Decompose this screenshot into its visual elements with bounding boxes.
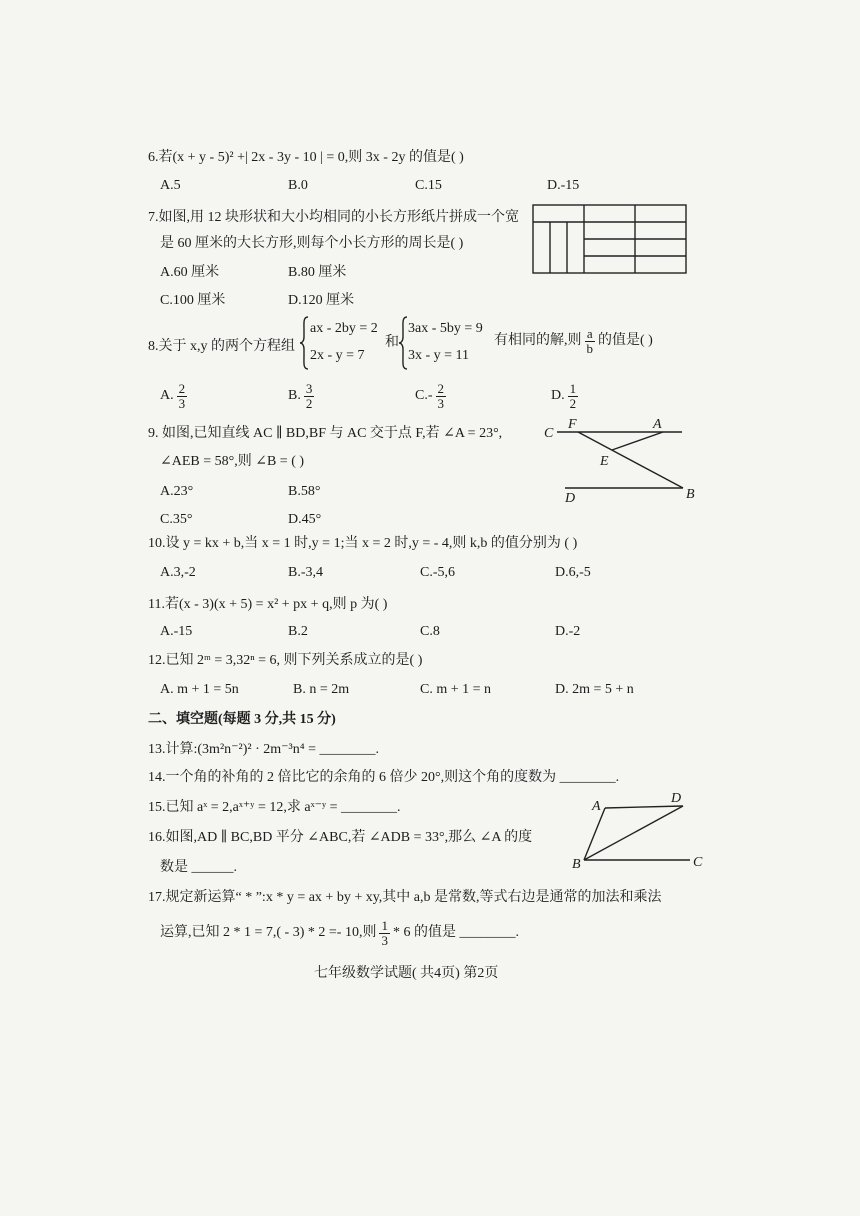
system-1-equation-1: ax - 2by = 2 xyxy=(310,321,378,336)
question-6-stem: 6.若(x + y - 5)² +| 2x - 3y - 10 | = 0,则 3x - 2y 的值是( ) xyxy=(148,150,464,165)
question-15-stem: 15.已知 aˣ = 2,aˣ⁺ʸ = 12,求 aˣ⁻ʸ = ________. xyxy=(148,800,401,815)
fraction-denominator: 2 xyxy=(569,395,577,411)
segment-ab xyxy=(584,808,605,860)
question-16-stem-line2: 数是 ______. xyxy=(160,860,237,875)
section-heading-fill-in: 二、填空题(每题 3 分,共 15 分) xyxy=(148,712,336,727)
segment-ae xyxy=(612,432,663,450)
question-17-line2-suffix: * 6 的值是 ________. xyxy=(392,925,519,940)
conjunction-text: 和 xyxy=(385,335,399,350)
option-fraction xyxy=(568,382,579,411)
option-label: D. xyxy=(551,388,565,403)
question-8-option-d xyxy=(551,381,581,411)
question-11-option-c: C.8 xyxy=(420,624,440,639)
question-13-stem: 13.计算:(3m²n⁻²)² · 2m⁻³n⁴ = ________. xyxy=(148,742,379,757)
label-c: C xyxy=(693,855,703,870)
fraction-numerator: 1 xyxy=(569,380,577,396)
question-8-option-a xyxy=(160,381,190,411)
label-d: D xyxy=(671,791,682,806)
question-7-option-d: D.120 厘米 xyxy=(288,293,355,308)
system-2-equation-1: 3ax - 5by = 9 xyxy=(408,321,483,336)
label-a: A xyxy=(592,799,601,814)
question-7-option-a: A.60 厘米 xyxy=(160,265,220,280)
question-7-stem-line1: 7.如图,用 12 块形状和大小均相同的小长方形纸片拼成一个宽 xyxy=(148,210,519,225)
left-brace xyxy=(398,316,408,370)
fraction-numerator: 2 xyxy=(178,380,186,396)
question-12-stem: 12.已知 2ᵐ = 3,32ⁿ = 6, 则下列关系成立的是( ) xyxy=(148,653,423,668)
label-b: B xyxy=(686,487,695,502)
option-fraction xyxy=(177,382,188,411)
segment-fb xyxy=(578,432,683,488)
label-d: D xyxy=(565,491,576,506)
left-brace xyxy=(299,316,309,370)
question-8-option-b xyxy=(288,381,317,411)
label-b: B xyxy=(572,857,581,872)
question-10-stem: 10.设 y = kx + b,当 x = 1 时,y = 1;当 x = 2 时,y = - 4,则 k,b 的值分别为 ( ) xyxy=(148,536,578,551)
question-7-figure-rectangles xyxy=(532,204,688,275)
option-label: B. xyxy=(288,388,301,403)
fraction-denominator: 3 xyxy=(381,932,388,948)
question-8-stem-prefix: 8.关于 x,y 的两个方程组 xyxy=(148,339,295,354)
question-12-option-b: B. n = 2m xyxy=(293,682,350,697)
question-17-stem-line2 xyxy=(160,918,519,948)
label-c: C xyxy=(544,426,554,441)
question-14-stem: 14.一个角的补角的 2 倍比它的余角的 6 倍少 20°,则这个角的度数为 ________. xyxy=(148,770,620,785)
option-fraction xyxy=(436,382,447,411)
question-10-option-d: D.6,-5 xyxy=(555,565,591,580)
question-8-option-c xyxy=(415,381,449,411)
fraction-numerator: 1 xyxy=(381,917,388,933)
question-12-option-c: C. m + 1 = n xyxy=(420,682,492,697)
question-16-figure-trapezoid xyxy=(570,790,705,872)
fraction-one-third xyxy=(379,919,390,948)
question-9-figure-parallel-lines xyxy=(540,413,700,505)
page-footer: 七年级数学试题( 共4页) 第2页 xyxy=(314,966,499,981)
question-8-stem-suffix: 的值是( ) xyxy=(598,333,653,348)
question-9-option-c: C.35° xyxy=(160,512,193,527)
option-label: C.- xyxy=(415,388,433,403)
question-11-stem: 11.若(x - 3)(x + 5) = x² + px + q,则 p 为( ) xyxy=(148,597,388,612)
question-9-option-b: B.58° xyxy=(288,484,321,499)
label-a: A xyxy=(653,417,662,432)
fraction-a-over-b xyxy=(585,327,596,356)
question-17-line2-prefix: 运算,已知 2 * 1 = 7,( - 3) * 2 =- 10,则 xyxy=(160,925,377,940)
question-8-stem-tail xyxy=(494,326,653,356)
segment-ad xyxy=(605,806,683,808)
fraction-denominator: 2 xyxy=(305,395,313,411)
question-7-option-b: B.80 厘米 xyxy=(288,265,347,280)
question-6-option-c: C.15 xyxy=(415,178,442,193)
question-9-stem-line2: ∠AEB = 58°,则 ∠B = ( ) xyxy=(160,454,305,469)
question-6-option-a: A.5 xyxy=(160,178,181,193)
question-6-option-b: B.0 xyxy=(288,178,308,193)
segment-bd xyxy=(584,806,683,860)
fraction-denominator: 3 xyxy=(437,395,444,411)
system-2-equation-2: 3x - y = 11 xyxy=(408,348,470,363)
question-17-stem-line1: 17.规定新运算“ * ”:x * y = ax + by + xy,其中 a,b 是常数,等式右边是通常的加法和乘法 xyxy=(148,890,662,905)
fraction-numerator: a xyxy=(586,325,593,341)
system-1-equation-2: 2x - y = 7 xyxy=(310,348,365,363)
question-12-option-a: A. m + 1 = 5n xyxy=(160,682,239,697)
question-10-option-a: A.3,-2 xyxy=(160,565,196,580)
question-10-option-c: C.-5,6 xyxy=(420,565,455,580)
fraction-denominator: 3 xyxy=(178,395,186,411)
question-9-option-d: D.45° xyxy=(288,512,322,527)
question-11-option-d: D.-2 xyxy=(555,624,581,639)
option-label: A. xyxy=(160,388,174,403)
fraction-numerator: 2 xyxy=(437,380,444,396)
fraction-denominator: b xyxy=(586,340,593,356)
question-7-option-c: C.100 厘米 xyxy=(160,293,226,308)
question-10-option-b: B.-3,4 xyxy=(288,565,323,580)
option-fraction xyxy=(304,382,315,411)
question-11-option-b: B.2 xyxy=(288,624,308,639)
question-6-option-d: D.-15 xyxy=(547,178,580,193)
question-12-option-d: D. 2m = 5 + n xyxy=(555,682,634,697)
label-e: E xyxy=(600,454,609,469)
question-11-option-a: A.-15 xyxy=(160,624,193,639)
question-8-stem-mid: 有相同的解,则 xyxy=(494,333,582,348)
question-7-stem-line2: 是 60 厘米的大长方形,则每个小长方形的周长是( ) xyxy=(160,236,464,251)
question-16-stem-line1: 16.如图,AD ∥ BC,BD 平分 ∠ABC,若 ∠ADB = 33°,那么 ∠A 的度 xyxy=(148,830,533,845)
label-f: F xyxy=(568,417,577,432)
question-9-option-a: A.23° xyxy=(160,484,194,499)
question-9-stem-line1: 9. 如图,已知直线 AC ∥ BD,BF 与 AC 交于点 F,若 ∠A = 23°, xyxy=(148,426,503,441)
fraction-numerator: 3 xyxy=(305,380,313,396)
